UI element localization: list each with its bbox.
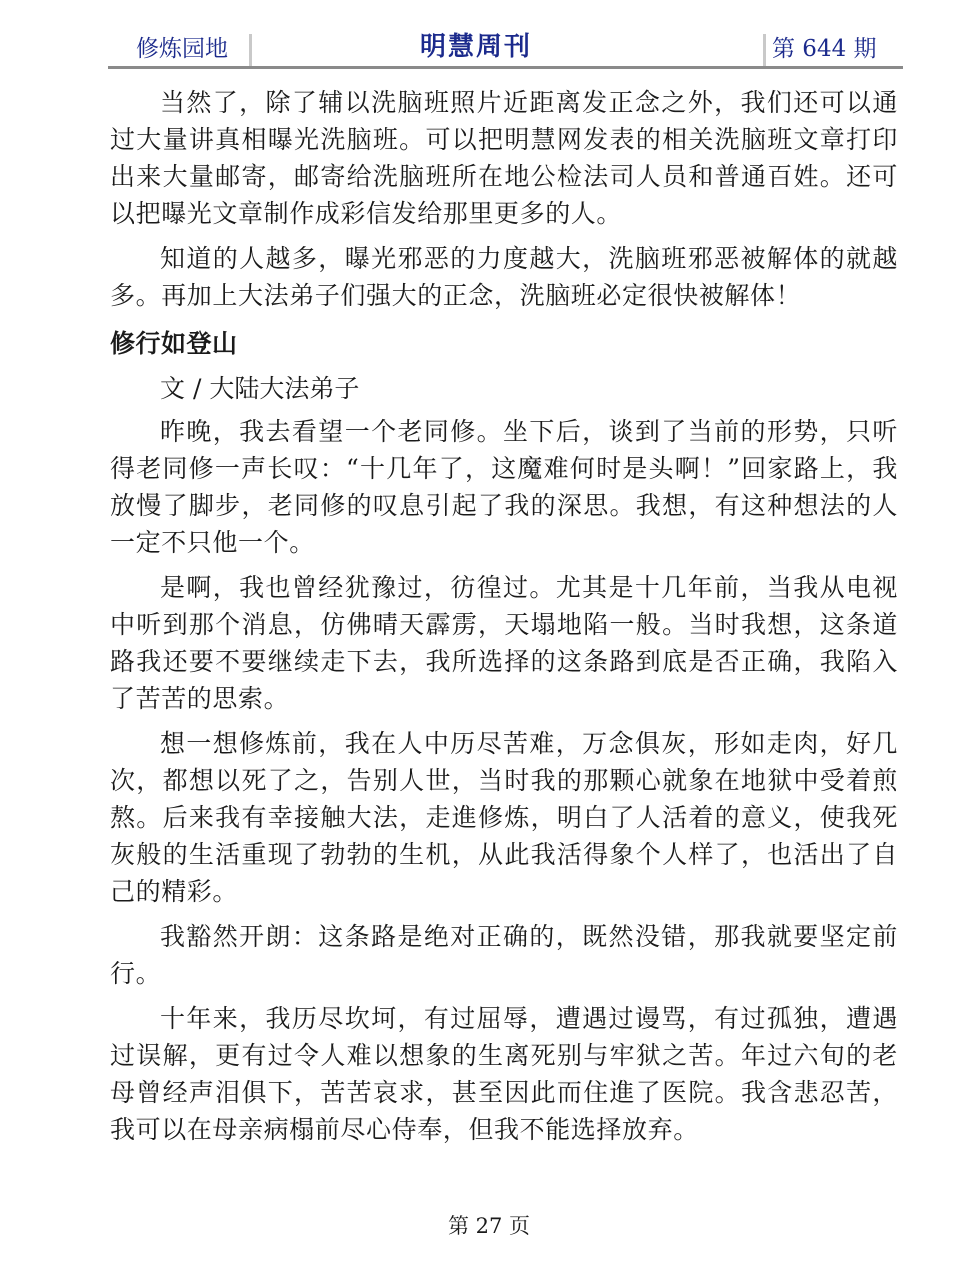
paragraph: 十年来，我历尽坎坷，有过屈辱，遭遇过谩骂，有过孤独，遭遇过误解，更有过令人难以想象的生离死别与牢狱之苦。年过六旬的老母曾经声泪俱下，苦苦哀求，甚至因此而住進了医院。我含悲忍苦，我可以在母亲病榻前尽心侍奉，但我不能选择放弃。 [110,1004,898,1144]
paragraph: 是啊，我也曾经犹豫过，彷徨过。尤其是十几年前，当我从电视中听到那个消息，仿佛晴天霹雳，天塌地陷一般。当时我想，这条道路我还要不要继续走下去，我所选择的这条路到底是否正确，我陷入了苦苦的思索。 [110,573,898,713]
header-section-label: 修炼园地 [136,36,228,62]
issue-number: 第 644 期 [772,36,877,62]
paragraph: 昨晚，我去看望一个老同修。坐下后，谈到了当前的形势，只听得老同修一声长叹：“十几年了，这魔难何时是头啊！”回家路上，我放慢了脚步，老同修的叹息引起了我的深思。我想，有这种想法的人一定不只他一个。 [110,417,898,557]
article-title: 修行如登山 [110,329,238,358]
paragraph: 我豁然开朗：这条路是绝对正确的，既然没错，那我就要坚定前行。 [110,922,898,988]
page-header [108,26,903,68]
paragraph: 当然了，除了辅以洗脑班照片近距离发正念之外，我们还可以通过大量讲真相曝光洗脑班。可以把明慧网发表的相关洗脑班文章打印出来大量邮寄，邮寄给洗脑班所在地公检法司人员和普通百姓。还可以把曝光文章制作成彩信发给那里更多的人。 [110,88,898,228]
paragraph: 想一想修炼前，我在人中历尽苦难，万念俱灰，形如走肉，好几次，都想以死了之，告别人世，当时我的那颗心就象在地狱中受着煎熬。后来我有幸接触大法，走進修炼，明白了人活着的意义，使我死灰般的生活重现了勃勃的生机，从此我活得象个人样了，也活出了自己的精彩。 [110,729,898,906]
page-number: 第 27 页 [447,1214,531,1238]
header-divider-left [249,34,252,66]
article-body [110,84,898,1156]
article-byline: 文 / 大陆大法弟子 [160,374,360,403]
header-rule [108,66,903,69]
publication-title: 明慧周刊 [420,32,533,62]
paragraph: 知道的人越多，曝光邪恶的力度越大，洗脑班邪恶被解体的就越多。再加上大法弟子们强大的正念，洗脑班必定很快被解体！ [110,244,898,310]
header-divider-right [763,34,766,66]
